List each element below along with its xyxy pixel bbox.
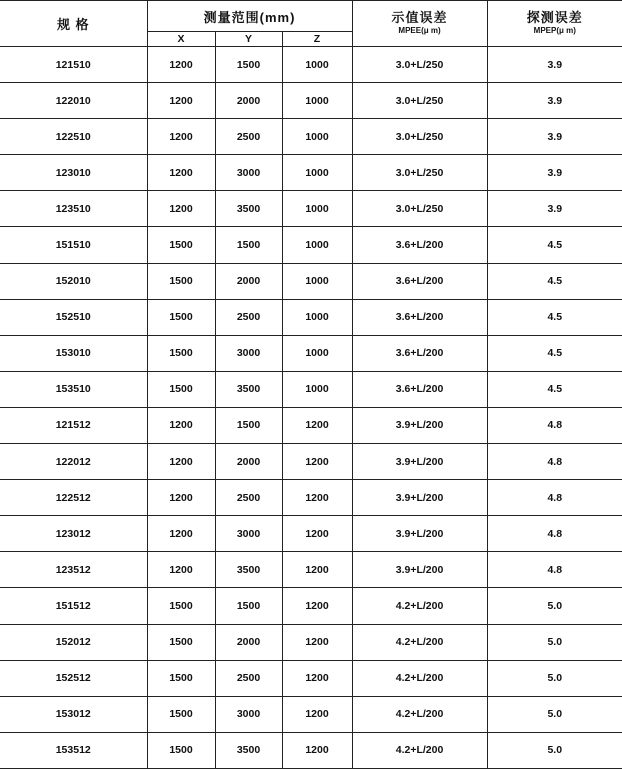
table-row xyxy=(0,119,622,155)
spec-cell: 121510 xyxy=(0,47,147,83)
indication-error-cell: 3.6+L/200 xyxy=(352,263,487,299)
indication-error-cell: 3.0+L/250 xyxy=(352,47,487,83)
y-range-cell: 3000 xyxy=(215,516,282,552)
x-range-cell: 1200 xyxy=(147,552,215,588)
spec-cell: 153012 xyxy=(0,696,147,732)
x-range-cell: 1500 xyxy=(147,696,215,732)
table-row xyxy=(0,371,622,407)
indication-error-cell: 3.9+L/200 xyxy=(352,552,487,588)
table-row xyxy=(0,588,622,624)
indication-error-header xyxy=(352,1,487,47)
table-row xyxy=(0,335,622,371)
y-range-cell: 3500 xyxy=(215,191,282,227)
table-row xyxy=(0,299,622,335)
indication-error-cell: 3.9+L/200 xyxy=(352,407,487,443)
y-range-cell: 2000 xyxy=(215,444,282,480)
range-header-unit: (mm) xyxy=(259,9,296,25)
spec-cell: 152512 xyxy=(0,660,147,696)
z-range-cell: 1000 xyxy=(282,83,352,119)
z-range-cell: 1200 xyxy=(282,516,352,552)
z-range-cell: 1200 xyxy=(282,732,352,768)
x-range-cell: 1500 xyxy=(147,299,215,335)
probing-error-cell: 4.5 xyxy=(487,371,622,407)
spec-cell: 122012 xyxy=(0,444,147,480)
probing-error-cell: 3.9 xyxy=(487,83,622,119)
spec-cell: 122510 xyxy=(0,119,147,155)
probing-error-cell: 5.0 xyxy=(487,660,622,696)
probing-error-cell: 5.0 xyxy=(487,624,622,660)
x-range-cell: 1200 xyxy=(147,119,215,155)
spec-header-label: 规 格 xyxy=(56,17,90,32)
probing-error-cell: 4.5 xyxy=(487,335,622,371)
spec-cell: 151512 xyxy=(0,588,147,624)
x-range-cell: 1200 xyxy=(147,407,215,443)
y-range-cell: 1500 xyxy=(215,588,282,624)
probing-error-cell: 3.9 xyxy=(487,119,622,155)
y-range-cell: 2000 xyxy=(215,624,282,660)
probing-error-cell: 4.8 xyxy=(487,444,622,480)
x-range-cell: 1500 xyxy=(147,263,215,299)
y-range-cell: 3500 xyxy=(215,732,282,768)
table-row xyxy=(0,444,622,480)
probing-error-label: 探测误差 xyxy=(526,9,583,25)
y-range-cell: 3000 xyxy=(215,696,282,732)
table-row xyxy=(0,155,622,191)
spec-cell: 152010 xyxy=(0,263,147,299)
x-axis-header: X xyxy=(147,32,215,47)
indication-error-cell: 3.6+L/200 xyxy=(352,335,487,371)
z-range-cell: 1000 xyxy=(282,371,352,407)
y-range-cell: 3000 xyxy=(215,155,282,191)
z-range-cell: 1200 xyxy=(282,624,352,660)
probing-error-cell: 4.8 xyxy=(487,407,622,443)
y-range-cell: 2500 xyxy=(215,480,282,516)
y-range-cell: 1500 xyxy=(215,47,282,83)
z-range-cell: 1200 xyxy=(282,444,352,480)
probing-error-cell: 4.8 xyxy=(487,516,622,552)
probing-error-cell: 4.8 xyxy=(487,552,622,588)
probing-error-cell: 4.8 xyxy=(487,480,622,516)
probing-error-unit: MPEP(μ m) xyxy=(533,26,576,36)
x-range-cell: 1200 xyxy=(147,191,215,227)
z-range-cell: 1200 xyxy=(282,552,352,588)
spec-header xyxy=(0,1,147,47)
z-range-cell: 1000 xyxy=(282,47,352,83)
spec-cell: 152510 xyxy=(0,299,147,335)
spec-cell: 122512 xyxy=(0,480,147,516)
spec-cell: 152012 xyxy=(0,624,147,660)
probing-error-cell: 3.9 xyxy=(487,47,622,83)
spec-cell: 122010 xyxy=(0,83,147,119)
x-range-cell: 1200 xyxy=(147,480,215,516)
indication-error-unit: MPEE(μ m) xyxy=(398,26,441,36)
z-axis-header: Z xyxy=(282,32,352,47)
indication-error-cell: 3.9+L/200 xyxy=(352,480,487,516)
z-range-cell: 1200 xyxy=(282,480,352,516)
table-row xyxy=(0,47,622,83)
table-row xyxy=(0,407,622,443)
probing-error-cell: 5.0 xyxy=(487,732,622,768)
range-header xyxy=(147,1,352,32)
indication-error-cell: 4.2+L/200 xyxy=(352,732,487,768)
indication-error-cell: 3.0+L/250 xyxy=(352,191,487,227)
indication-error-cell: 4.2+L/200 xyxy=(352,624,487,660)
x-range-cell: 1500 xyxy=(147,371,215,407)
z-range-cell: 1200 xyxy=(282,660,352,696)
y-range-cell: 2500 xyxy=(215,660,282,696)
indication-error-cell: 3.6+L/200 xyxy=(352,371,487,407)
spec-cell: 153512 xyxy=(0,732,147,768)
y-range-cell: 2000 xyxy=(215,263,282,299)
z-range-cell: 1200 xyxy=(282,588,352,624)
y-axis-header: Y xyxy=(215,32,282,47)
z-range-cell: 1000 xyxy=(282,335,352,371)
x-range-cell: 1500 xyxy=(147,227,215,263)
y-range-cell: 2500 xyxy=(215,119,282,155)
table-row xyxy=(0,660,622,696)
table-row xyxy=(0,480,622,516)
y-range-cell: 1500 xyxy=(215,407,282,443)
spec-cell: 123010 xyxy=(0,155,147,191)
table-row xyxy=(0,263,622,299)
probing-error-cell: 4.5 xyxy=(487,227,622,263)
probing-error-cell: 5.0 xyxy=(487,696,622,732)
table-row xyxy=(0,624,622,660)
x-range-cell: 1500 xyxy=(147,660,215,696)
x-range-cell: 1200 xyxy=(147,47,215,83)
indication-error-cell: 3.6+L/200 xyxy=(352,299,487,335)
y-range-cell: 3500 xyxy=(215,552,282,588)
x-range-cell: 1200 xyxy=(147,444,215,480)
indication-error-cell: 4.2+L/200 xyxy=(352,696,487,732)
z-range-cell: 1200 xyxy=(282,407,352,443)
indication-error-cell: 3.9+L/200 xyxy=(352,516,487,552)
x-range-cell: 1200 xyxy=(147,155,215,191)
y-range-cell: 3500 xyxy=(215,371,282,407)
indication-error-cell: 3.6+L/200 xyxy=(352,227,487,263)
y-range-cell: 1500 xyxy=(215,227,282,263)
table-row xyxy=(0,191,622,227)
probing-error-cell: 4.5 xyxy=(487,263,622,299)
x-range-cell: 1500 xyxy=(147,624,215,660)
table-row xyxy=(0,552,622,588)
z-range-cell: 1200 xyxy=(282,696,352,732)
spec-cell: 153010 xyxy=(0,335,147,371)
table-row xyxy=(0,83,622,119)
y-range-cell: 2000 xyxy=(215,83,282,119)
y-range-cell: 3000 xyxy=(215,335,282,371)
table-row xyxy=(0,227,622,263)
x-range-cell: 1200 xyxy=(147,516,215,552)
indication-error-cell: 3.0+L/250 xyxy=(352,83,487,119)
indication-error-cell: 3.0+L/250 xyxy=(352,119,487,155)
z-range-cell: 1000 xyxy=(282,263,352,299)
x-range-cell: 1500 xyxy=(147,732,215,768)
indication-error-cell: 4.2+L/200 xyxy=(352,588,487,624)
spec-cell: 123512 xyxy=(0,552,147,588)
y-range-cell: 2500 xyxy=(215,299,282,335)
header-row xyxy=(0,1,622,32)
indication-error-cell: 3.9+L/200 xyxy=(352,444,487,480)
indication-error-label: 示值误差 xyxy=(391,9,448,25)
z-range-cell: 1000 xyxy=(282,119,352,155)
probing-error-header xyxy=(487,1,622,47)
probing-error-cell: 3.9 xyxy=(487,155,622,191)
probing-error-cell: 4.5 xyxy=(487,299,622,335)
spec-cell: 123510 xyxy=(0,191,147,227)
table-row xyxy=(0,516,622,552)
x-range-cell: 1500 xyxy=(147,588,215,624)
probing-error-cell: 3.9 xyxy=(487,191,622,227)
indication-error-cell: 3.0+L/250 xyxy=(352,155,487,191)
probing-error-cell: 5.0 xyxy=(487,588,622,624)
indication-error-cell: 4.2+L/200 xyxy=(352,660,487,696)
table-row xyxy=(0,732,622,768)
x-range-cell: 1500 xyxy=(147,335,215,371)
z-range-cell: 1000 xyxy=(282,155,352,191)
x-range-cell: 1200 xyxy=(147,83,215,119)
spec-table-body xyxy=(0,47,622,769)
spec-cell: 153510 xyxy=(0,371,147,407)
spec-cell: 123012 xyxy=(0,516,147,552)
z-range-cell: 1000 xyxy=(282,299,352,335)
spec-cell: 121512 xyxy=(0,407,147,443)
z-range-cell: 1000 xyxy=(282,191,352,227)
range-header-label: 测量范围 xyxy=(203,9,260,25)
z-range-cell: 1000 xyxy=(282,227,352,263)
spec-cell: 151510 xyxy=(0,227,147,263)
table-row xyxy=(0,696,622,732)
